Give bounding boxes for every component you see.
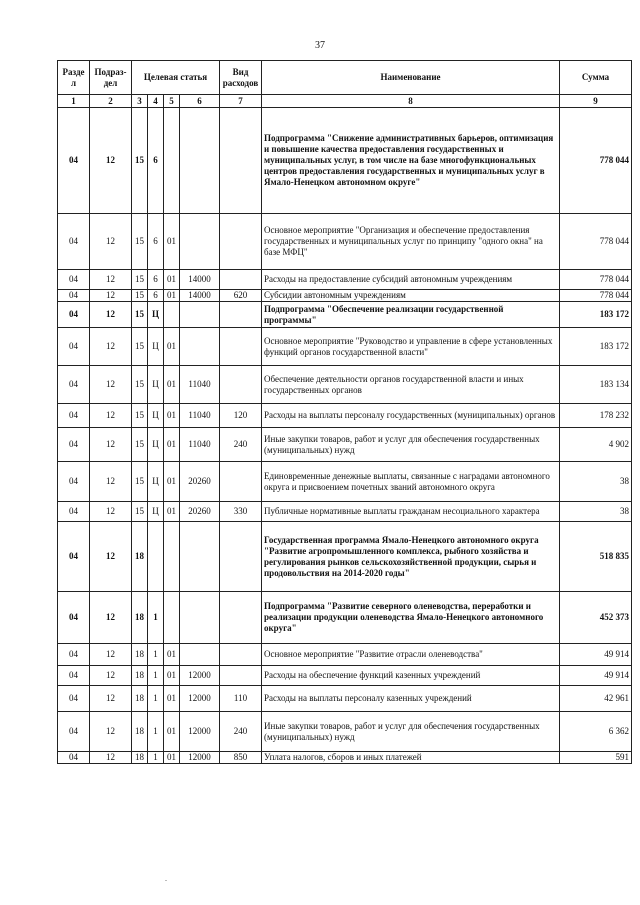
cell-podrazdel: 12 — [90, 502, 132, 522]
cell-subprogram: 1 — [148, 686, 164, 712]
cell-subprogram: 6 — [148, 108, 164, 214]
cell-activity — [164, 522, 180, 592]
table-row — [58, 686, 632, 712]
cell-activity: 01 — [164, 404, 180, 428]
cell-direction: 12000 — [180, 752, 220, 764]
cell-direction — [180, 644, 220, 666]
table-row — [58, 712, 632, 752]
table-row — [58, 666, 632, 686]
cell-podrazdel: 12 — [90, 328, 132, 366]
cell-activity: 01 — [164, 214, 180, 270]
cell-razdel: 04 — [58, 644, 90, 666]
cell-name: Иные закупки товаров, работ и услуг для обеспечения государственных (муниципальных) нужд — [262, 712, 560, 752]
cell-sum: 38 — [560, 502, 632, 522]
cell-podrazdel: 12 — [90, 404, 132, 428]
cell-razdel: 04 — [58, 522, 90, 592]
table-row — [58, 328, 632, 366]
cell-sum: 591 — [560, 752, 632, 764]
header-podrazdel: Подраз-дел — [90, 61, 132, 95]
cell-direction — [180, 522, 220, 592]
page-number: 37 — [315, 40, 325, 51]
table-row — [58, 752, 632, 764]
column-number: 5 — [164, 95, 180, 108]
cell-expense-type — [220, 592, 262, 644]
cell-sum: 778 044 — [560, 214, 632, 270]
cell-activity: 01 — [164, 686, 180, 712]
table-row — [58, 462, 632, 502]
cell-activity: 01 — [164, 502, 180, 522]
cell-expense-type — [220, 666, 262, 686]
cell-razdel: 04 — [58, 366, 90, 404]
table-row — [58, 502, 632, 522]
cell-program: 15 — [132, 214, 148, 270]
scan-speck — [165, 880, 167, 881]
cell-program: 15 — [132, 108, 148, 214]
cell-razdel: 04 — [58, 686, 90, 712]
cell-direction — [180, 214, 220, 270]
column-number: 7 — [220, 95, 262, 108]
cell-program: 15 — [132, 290, 148, 302]
cell-expense-type: 120 — [220, 404, 262, 428]
cell-sum: 452 373 — [560, 592, 632, 644]
cell-expense-type: 850 — [220, 752, 262, 764]
cell-subprogram — [148, 522, 164, 592]
cell-program: 18 — [132, 752, 148, 764]
column-number: 4 — [148, 95, 164, 108]
cell-razdel: 04 — [58, 270, 90, 290]
cell-direction: 14000 — [180, 270, 220, 290]
cell-razdel: 04 — [58, 462, 90, 502]
cell-sum: 778 044 — [560, 108, 632, 214]
cell-program: 15 — [132, 462, 148, 502]
cell-direction: 12000 — [180, 686, 220, 712]
cell-razdel: 04 — [58, 428, 90, 462]
cell-direction — [180, 592, 220, 644]
cell-activity: 01 — [164, 712, 180, 752]
cell-name: Основное мероприятие "Организация и обеспечение предоставления государственных и муниципальных услуг по принципу "одного окна" на базе МФЦ" — [262, 214, 560, 270]
cell-subprogram: 1 — [148, 712, 164, 752]
cell-name: Основное мероприятие "Руководство и управление в сфере установленных функций органов государственной власти" — [262, 328, 560, 366]
header-row — [58, 61, 632, 95]
cell-expense-type — [220, 108, 262, 214]
cell-podrazdel: 12 — [90, 686, 132, 712]
cell-expense-type: 330 — [220, 502, 262, 522]
table-body — [58, 108, 632, 764]
cell-expense-type — [220, 366, 262, 404]
cell-direction: 11040 — [180, 428, 220, 462]
header-expense-type: Вид расходов — [220, 61, 262, 95]
table-row — [58, 404, 632, 428]
cell-sum: 49 914 — [560, 644, 632, 666]
cell-direction: 11040 — [180, 366, 220, 404]
cell-expense-type — [220, 328, 262, 366]
column-number: 8 — [262, 95, 560, 108]
cell-name: Основное мероприятие "Развитие отрасли оленеводства" — [262, 644, 560, 666]
cell-direction — [180, 108, 220, 214]
cell-razdel: 04 — [58, 404, 90, 428]
cell-program: 15 — [132, 366, 148, 404]
cell-sum: 778 044 — [560, 290, 632, 302]
column-number: 3 — [132, 95, 148, 108]
cell-subprogram: 6 — [148, 214, 164, 270]
cell-activity — [164, 302, 180, 328]
cell-podrazdel: 12 — [90, 270, 132, 290]
cell-activity: 01 — [164, 666, 180, 686]
cell-sum: 183 172 — [560, 328, 632, 366]
cell-razdel: 04 — [58, 290, 90, 302]
cell-expense-type: 110 — [220, 686, 262, 712]
table-row — [58, 592, 632, 644]
cell-name: Подпрограмма "Развитие северного оленеводства, переработки и реализации продукции оленеводства Ямало-Ненецкого автономного округа" — [262, 592, 560, 644]
cell-razdel: 04 — [58, 712, 90, 752]
column-number: 1 — [58, 95, 90, 108]
cell-name: Субсидии автономным учреждениям — [262, 290, 560, 302]
cell-sum: 38 — [560, 462, 632, 502]
cell-podrazdel: 12 — [90, 752, 132, 764]
cell-expense-type — [220, 214, 262, 270]
cell-razdel: 04 — [58, 108, 90, 214]
table-row — [58, 270, 632, 290]
cell-expense-type — [220, 644, 262, 666]
cell-sum: 183 172 — [560, 302, 632, 328]
cell-direction: 12000 — [180, 666, 220, 686]
cell-subprogram: Ц — [148, 366, 164, 404]
cell-program: 18 — [132, 592, 148, 644]
cell-subprogram: 1 — [148, 592, 164, 644]
cell-podrazdel: 12 — [90, 428, 132, 462]
cell-program: 18 — [132, 686, 148, 712]
cell-subprogram: 1 — [148, 644, 164, 666]
cell-direction: 14000 — [180, 290, 220, 302]
cell-subprogram: 1 — [148, 752, 164, 764]
cell-activity: 01 — [164, 428, 180, 462]
cell-name: Расходы на обеспечение функций казенных учреждений — [262, 666, 560, 686]
cell-razdel: 04 — [58, 502, 90, 522]
column-number: 6 — [180, 95, 220, 108]
cell-sum: 4 902 — [560, 428, 632, 462]
cell-subprogram: 6 — [148, 290, 164, 302]
cell-razdel: 04 — [58, 328, 90, 366]
cell-razdel: 04 — [58, 666, 90, 686]
cell-program: 18 — [132, 712, 148, 752]
cell-name: Публичные нормативные выплаты гражданам несоциального характера — [262, 502, 560, 522]
cell-razdel: 04 — [58, 214, 90, 270]
cell-subprogram: Ц — [148, 328, 164, 366]
cell-direction — [180, 328, 220, 366]
cell-expense-type — [220, 270, 262, 290]
cell-podrazdel: 12 — [90, 644, 132, 666]
cell-sum: 183 134 — [560, 366, 632, 404]
cell-expense-type: 240 — [220, 712, 262, 752]
cell-razdel: 04 — [58, 302, 90, 328]
header-sum: Сумма — [560, 61, 632, 95]
cell-expense-type: 620 — [220, 290, 262, 302]
cell-activity: 01 — [164, 366, 180, 404]
table-row — [58, 522, 632, 592]
cell-expense-type — [220, 522, 262, 592]
cell-name: Единовременные денежные выплаты, связанные с наградами автономного округа и присвоением почетных званий автономного округа — [262, 462, 560, 502]
cell-program: 15 — [132, 404, 148, 428]
cell-sum: 6 362 — [560, 712, 632, 752]
cell-program: 15 — [132, 502, 148, 522]
cell-expense-type — [220, 302, 262, 328]
cell-podrazdel: 12 — [90, 666, 132, 686]
cell-direction — [180, 302, 220, 328]
cell-activity: 01 — [164, 270, 180, 290]
table-row — [58, 214, 632, 270]
table-row — [58, 428, 632, 462]
cell-name: Расходы на предоставление субсидий автономным учреждениям — [262, 270, 560, 290]
cell-name: Уплата налогов, сборов и иных платежей — [262, 752, 560, 764]
cell-program: 15 — [132, 328, 148, 366]
cell-sum: 178 232 — [560, 404, 632, 428]
cell-program: 15 — [132, 270, 148, 290]
cell-expense-type — [220, 462, 262, 502]
table-row — [58, 108, 632, 214]
cell-name: Подпрограмма "Обеспечение реализации государственной программы" — [262, 302, 560, 328]
cell-activity: 01 — [164, 328, 180, 366]
budget-table — [57, 60, 632, 764]
cell-podrazdel: 12 — [90, 712, 132, 752]
cell-subprogram: Ц — [148, 462, 164, 502]
cell-subprogram: 6 — [148, 270, 164, 290]
cell-subprogram: Ц — [148, 428, 164, 462]
cell-sum: 42 961 — [560, 686, 632, 712]
cell-podrazdel: 12 — [90, 290, 132, 302]
cell-subprogram: Ц — [148, 302, 164, 328]
cell-podrazdel: 12 — [90, 522, 132, 592]
cell-subprogram: Ц — [148, 404, 164, 428]
table-row — [58, 366, 632, 404]
cell-razdel: 04 — [58, 752, 90, 764]
cell-program: 18 — [132, 522, 148, 592]
cell-direction: 12000 — [180, 712, 220, 752]
header-razdel: Разде л — [58, 61, 90, 95]
cell-subprogram: 1 — [148, 666, 164, 686]
cell-activity: 01 — [164, 462, 180, 502]
cell-podrazdel: 12 — [90, 302, 132, 328]
cell-name: Расходы на выплаты персоналу казенных учреждений — [262, 686, 560, 712]
column-number: 9 — [560, 95, 632, 108]
table-row — [58, 290, 632, 302]
cell-name: Иные закупки товаров, работ и услуг для обеспечения государственных (муниципальных) нужд — [262, 428, 560, 462]
cell-direction: 20260 — [180, 502, 220, 522]
cell-activity: 01 — [164, 644, 180, 666]
cell-activity: 01 — [164, 752, 180, 764]
cell-podrazdel: 12 — [90, 592, 132, 644]
table-row — [58, 302, 632, 328]
cell-razdel: 04 — [58, 592, 90, 644]
table-row — [58, 644, 632, 666]
cell-program: 18 — [132, 666, 148, 686]
cell-name: Государственная программа Ямало-Ненецкого автономного округа "Развитие агропромышленного комплекса, рыбного хозяйства и регулирования рынков сельскохозяйственной продукции, сырья и продовольствия на 2014-2020 годы" — [262, 522, 560, 592]
cell-name: Расходы на выплаты персоналу государственных (муниципальных) органов — [262, 404, 560, 428]
cell-sum: 49 914 — [560, 666, 632, 686]
cell-podrazdel: 12 — [90, 108, 132, 214]
cell-activity — [164, 108, 180, 214]
column-number-row — [58, 95, 632, 108]
cell-direction: 20260 — [180, 462, 220, 502]
cell-program: 18 — [132, 644, 148, 666]
cell-activity: 01 — [164, 290, 180, 302]
cell-expense-type: 240 — [220, 428, 262, 462]
cell-podrazdel: 12 — [90, 366, 132, 404]
cell-program: 15 — [132, 428, 148, 462]
cell-podrazdel: 12 — [90, 462, 132, 502]
cell-name: Подпрограмма "Снижение административных барьеров, оптимизация и повышение качества предоставления государственных и муниципальных услуг, в том числе на базе многофункциональных центров предоставления государственных и муниципальных услуг в Ямало-Ненецком автономном округе" — [262, 108, 560, 214]
header-target-article: Целевая статья — [132, 61, 220, 95]
cell-sum: 518 835 — [560, 522, 632, 592]
cell-program: 15 — [132, 302, 148, 328]
cell-sum: 778 044 — [560, 270, 632, 290]
cell-name: Обеспечение деятельности органов государственной власти и иных государственных органов — [262, 366, 560, 404]
cell-podrazdel: 12 — [90, 214, 132, 270]
header-name: Наименование — [262, 61, 560, 95]
cell-direction: 11040 — [180, 404, 220, 428]
column-number: 2 — [90, 95, 132, 108]
cell-activity — [164, 592, 180, 644]
cell-subprogram: Ц — [148, 502, 164, 522]
